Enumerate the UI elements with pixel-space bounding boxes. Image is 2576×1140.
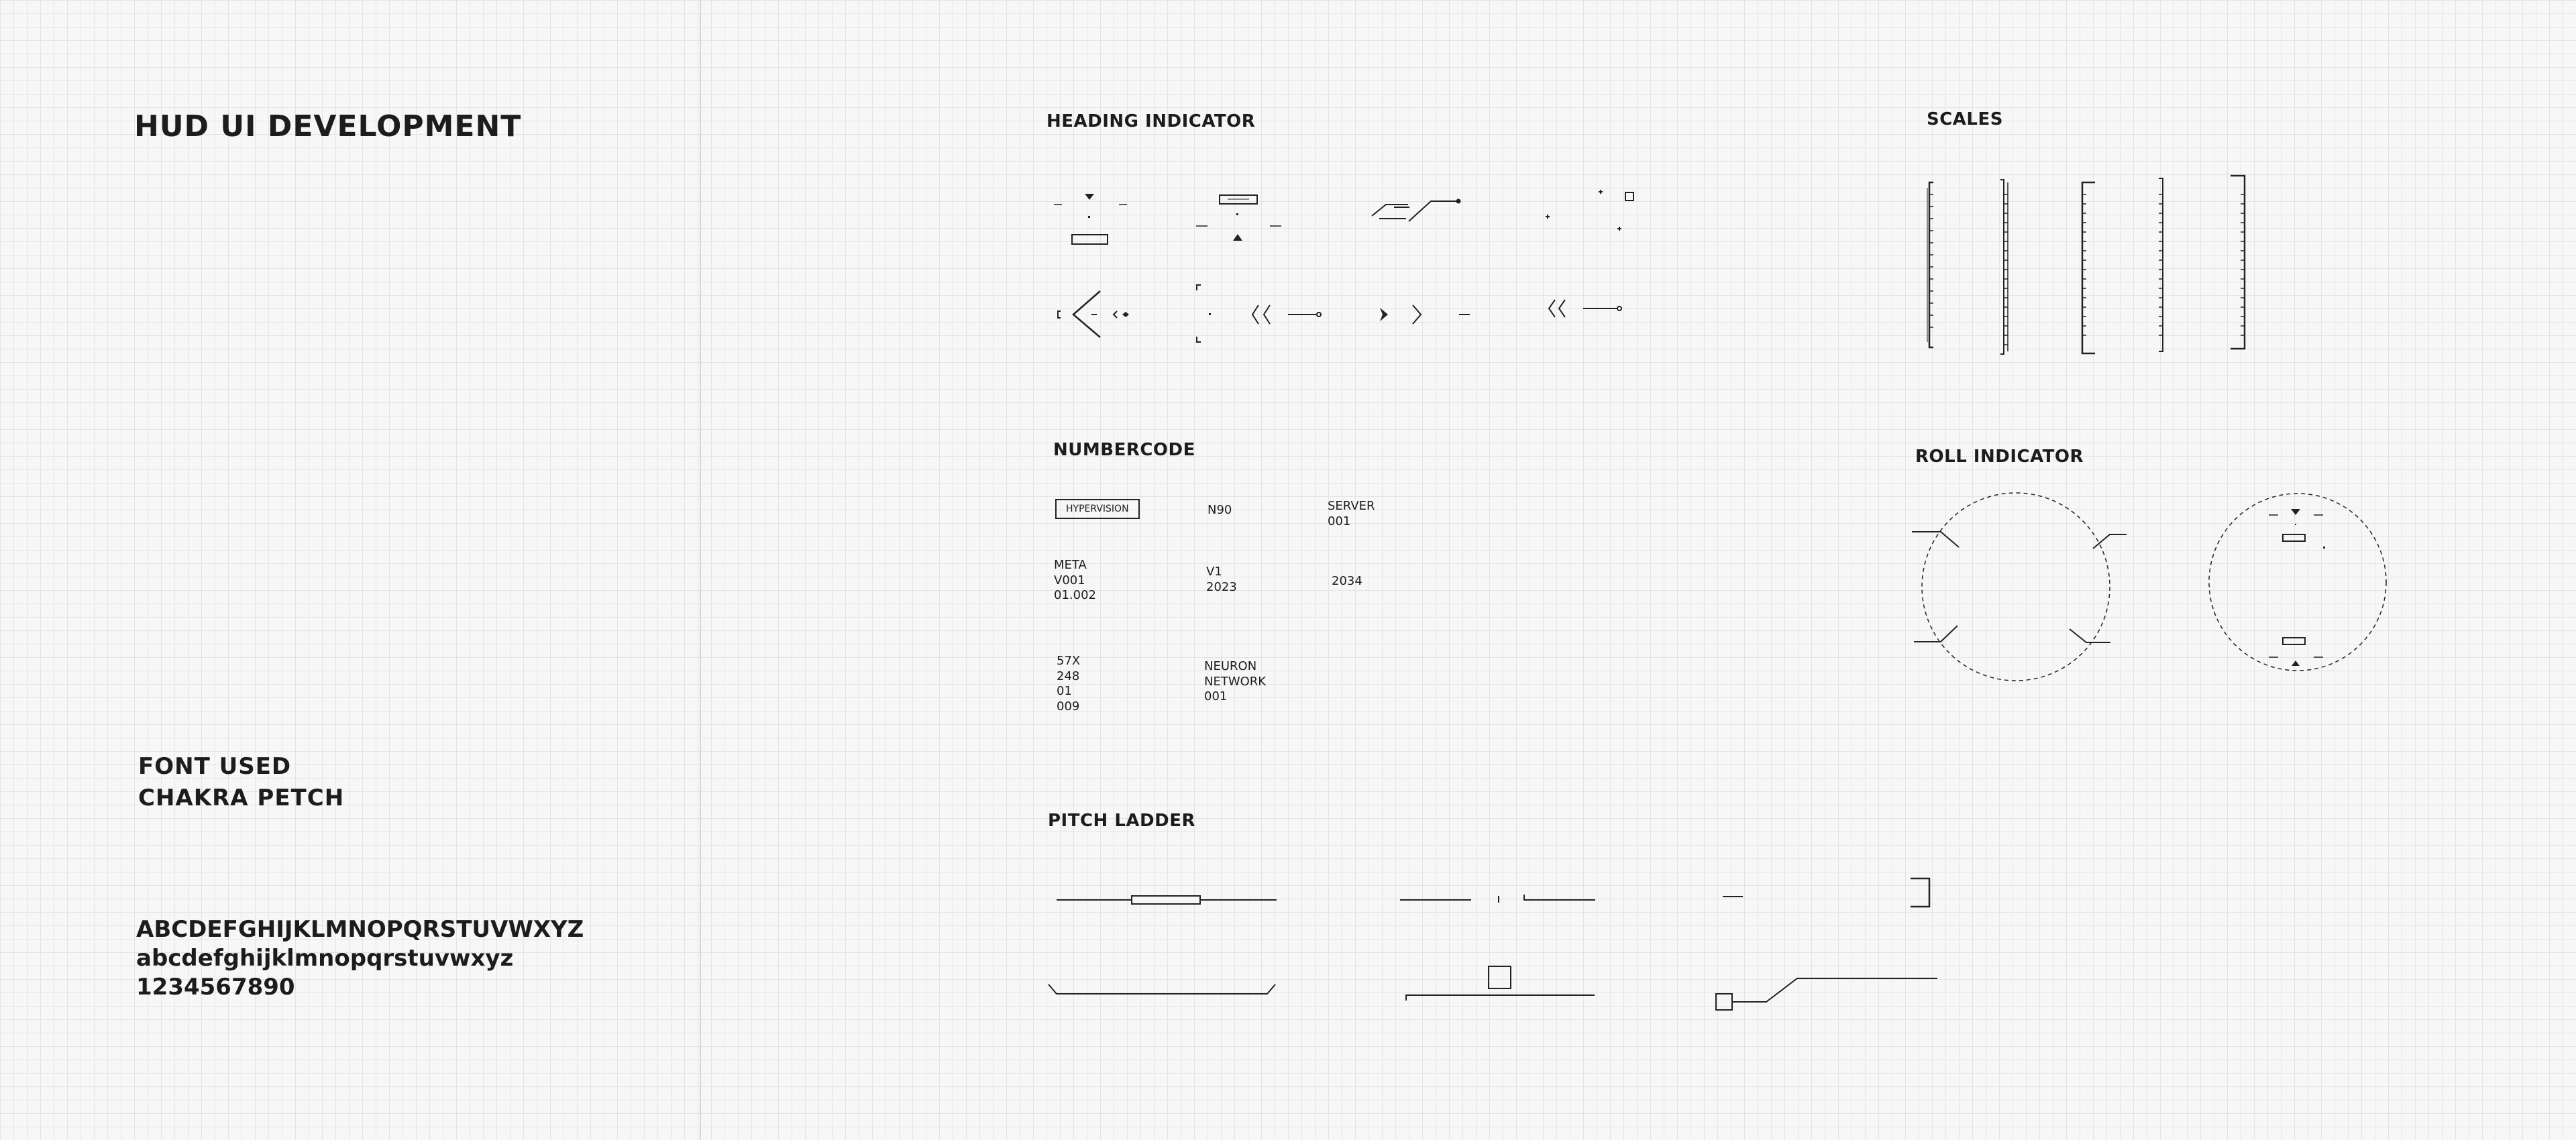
scale-5	[2231, 176, 2245, 349]
heading-indicator-variant-3	[1372, 200, 1460, 222]
pitch-ladder-variant-3	[1723, 878, 1929, 907]
scales-title: SCALES	[1927, 109, 2003, 129]
code-line: 001	[1328, 514, 1351, 528]
code-line: 2023	[1206, 579, 1237, 594]
heading-indicator-variant-5	[1058, 291, 1129, 337]
code-line: V001	[1054, 573, 1085, 587]
scale-ticks	[1929, 194, 2245, 345]
heading-indicator-variant-4	[1546, 190, 1633, 231]
hypervision-label: HYPERVISION	[1055, 499, 1140, 519]
roll-indicator-1	[1912, 493, 2127, 681]
heading-indicator-variant-1	[1054, 194, 1127, 244]
alphabet-uppercase: ABCDEFGHIJKLMNOPQRSTUVWXYZ	[136, 916, 584, 943]
code-line: NETWORK	[1204, 674, 1267, 689]
roll-indicator-title: ROLL INDICATOR	[1915, 447, 2084, 467]
scale-3	[2082, 182, 2095, 353]
heading-indicator-title: HEADING INDICATOR	[1046, 111, 1256, 131]
code-line: 001	[1204, 689, 1228, 703]
code-2034: 2034	[1332, 574, 1362, 588]
page-title: HUD UI DEVELOPMENT	[134, 109, 522, 144]
font-name: CHAKRA PETCH	[138, 785, 345, 811]
code-line: 248	[1057, 669, 1080, 683]
heading-indicator-variant-8	[1549, 300, 1621, 317]
scale-1	[1927, 182, 1933, 347]
heading-indicator-variant-2	[1196, 195, 1281, 241]
alphabet-digits: 1234567890	[136, 974, 295, 1001]
code-line: META	[1054, 558, 1087, 572]
code-line: 009	[1057, 699, 1080, 714]
code-n90: N90	[1208, 503, 1232, 517]
code-line: 57X	[1057, 654, 1081, 668]
numbercode-title: NUMBERCODE	[1053, 440, 1195, 460]
heading-indicator-variant-7	[1380, 305, 1470, 324]
font-used-label: FONT USED	[138, 753, 292, 780]
pitch-ladder-title: PITCH LADDER	[1048, 811, 1195, 831]
pitch-ladder-variant-1	[1057, 896, 1277, 904]
code-line: V1	[1206, 565, 1222, 579]
pitch-ladder-variant-2	[1400, 895, 1595, 903]
scale-2	[2000, 180, 2008, 354]
code-line: 01.002	[1054, 588, 1096, 602]
code-line: NEURON	[1204, 659, 1257, 673]
code-line: 01	[1057, 684, 1072, 698]
roll-indicator-2	[2209, 494, 2386, 671]
heading-indicator-variant-6	[1197, 285, 1321, 342]
code-line: SERVER	[1328, 499, 1375, 513]
pitch-ladder-variant-4	[1049, 984, 1275, 994]
pitch-ladder-variant-5	[1406, 966, 1595, 1001]
alphabet-lowercase: abcdefghijklmnopqrstuvwxyz	[136, 945, 514, 972]
pitch-ladder-variant-6	[1716, 978, 1937, 1010]
